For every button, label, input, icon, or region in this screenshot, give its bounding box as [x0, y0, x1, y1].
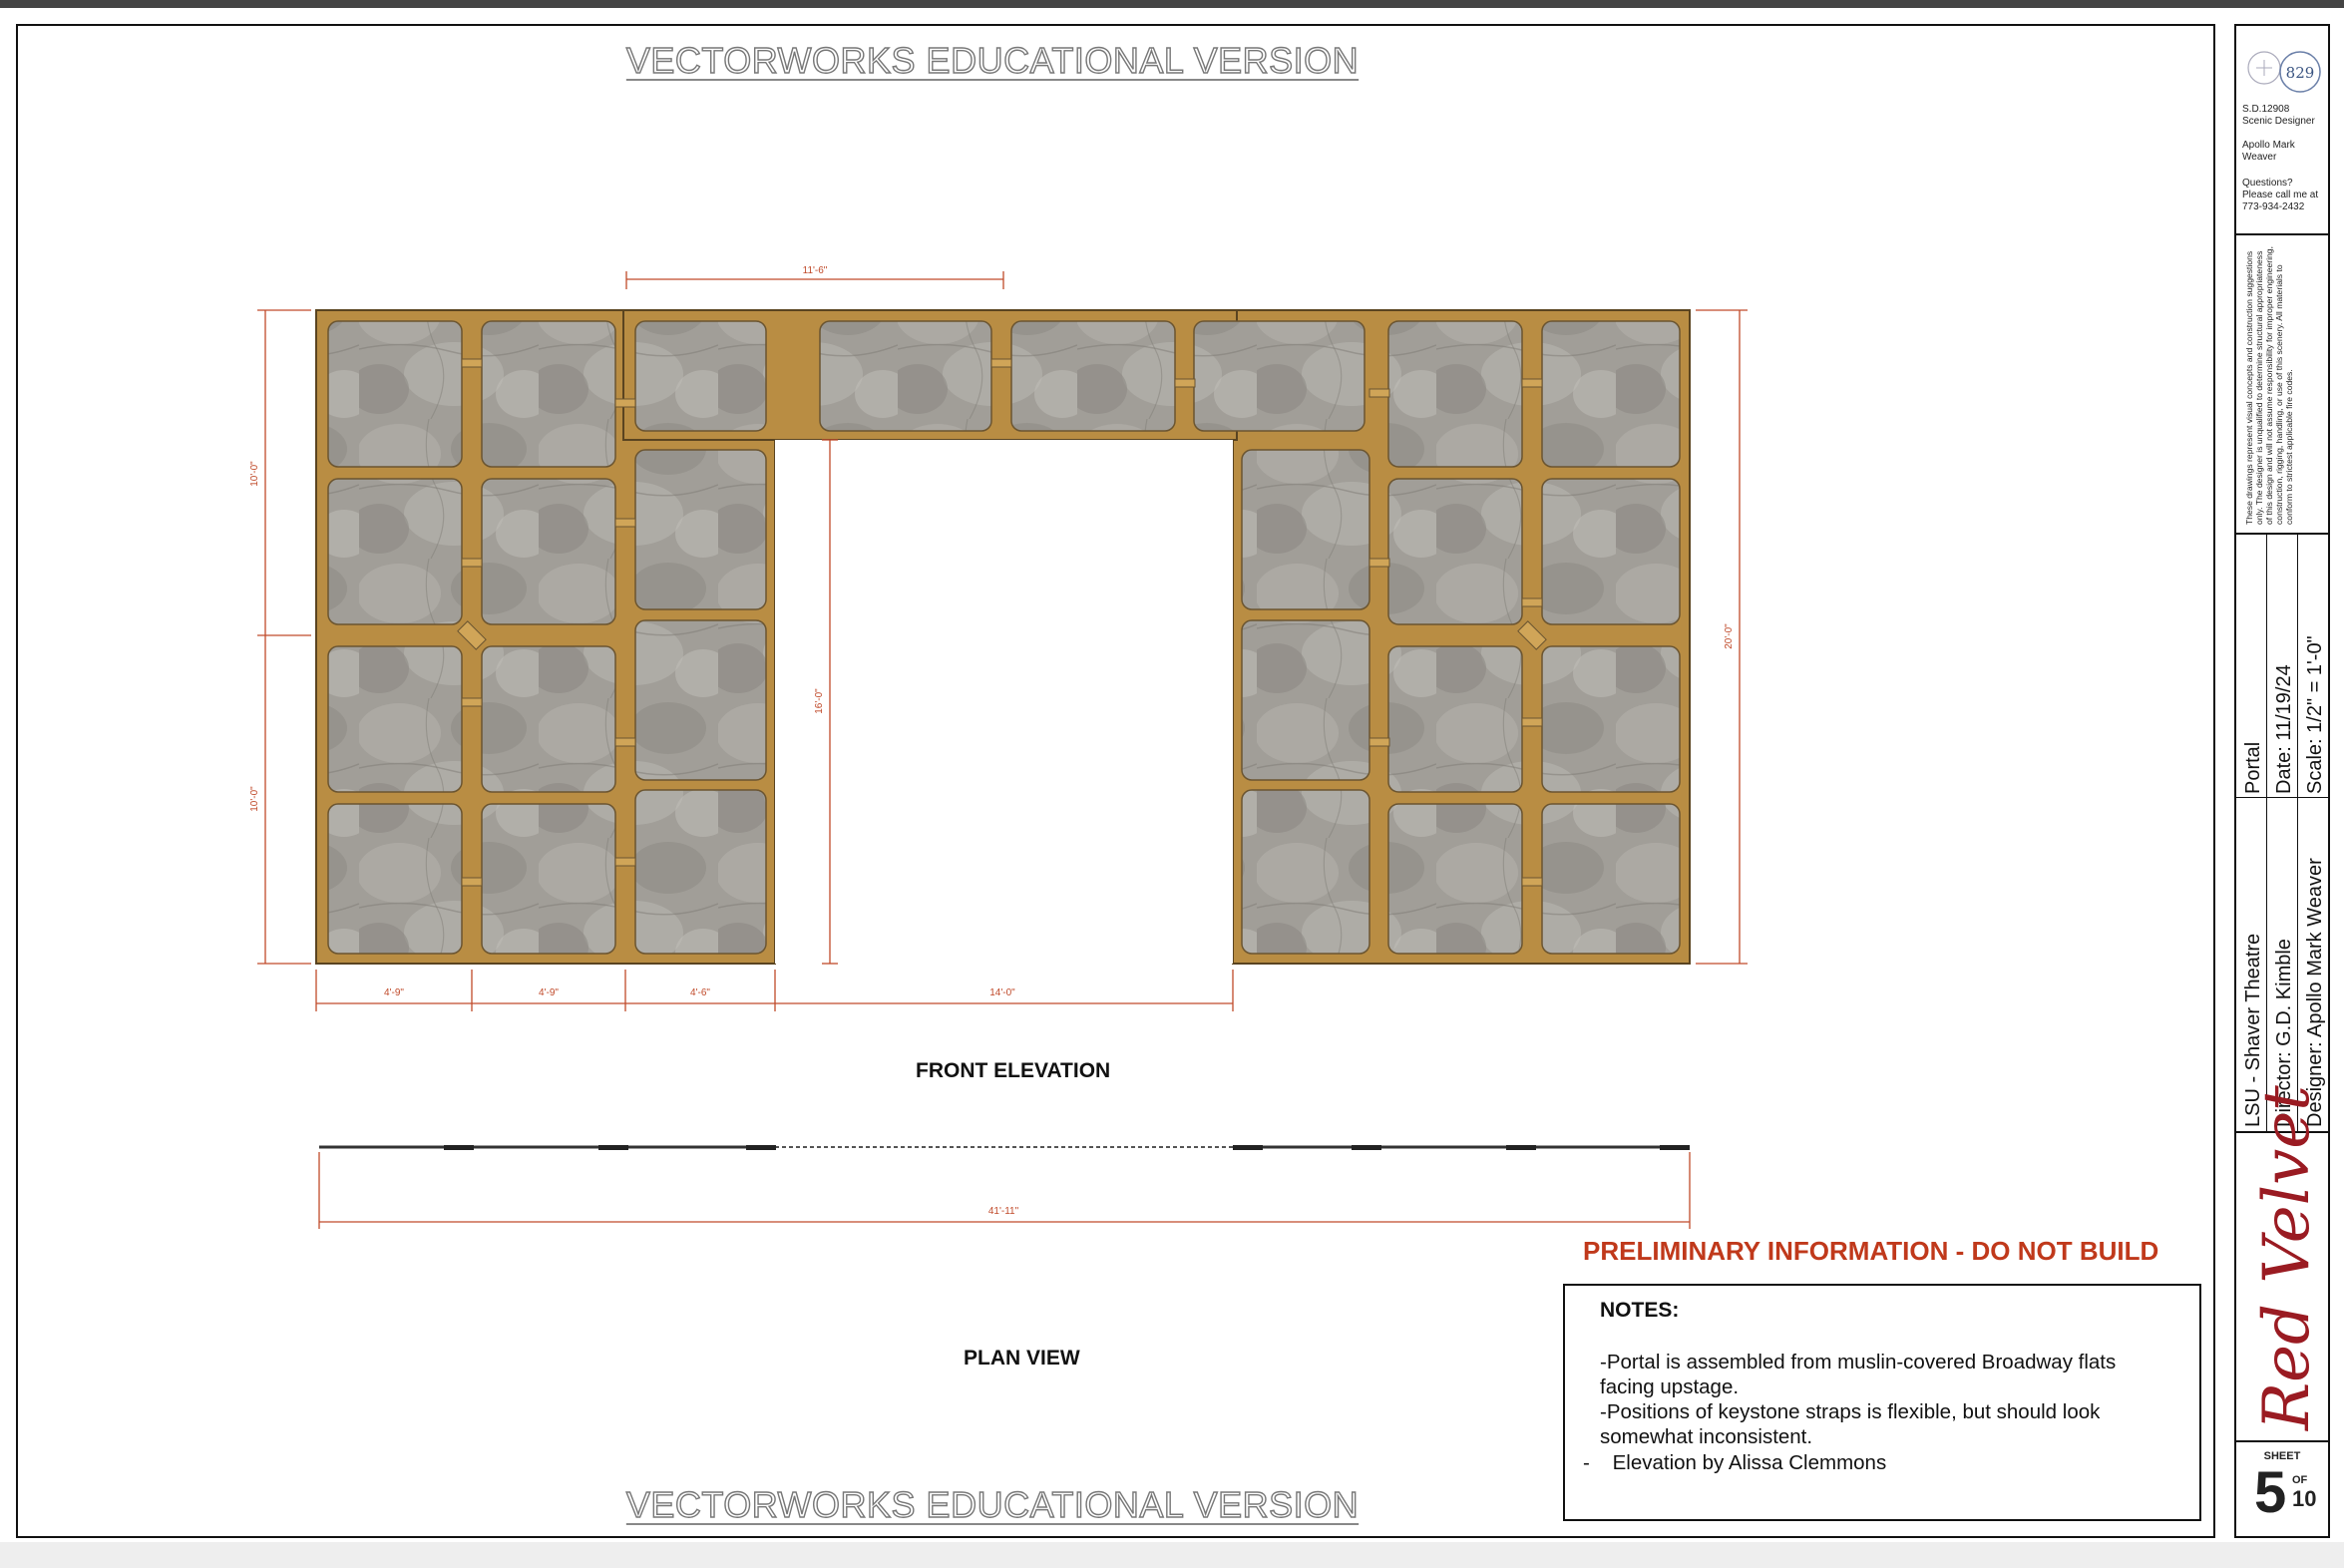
- sheet-number-section: [2236, 1440, 2328, 1536]
- watermark-top: VECTORWORKS EDUCATIONAL VERSION: [625, 40, 1360, 81]
- dim-left-lower-height: 10'-0": [249, 786, 260, 812]
- preliminary-warning: PRELIMINARY INFORMATION - DO NOT BUILD: [1583, 1236, 2159, 1266]
- dim-opening-width: 14'-0": [989, 987, 1015, 998]
- window-bottom-bar: [0, 1542, 2344, 1568]
- dim-left-upper-height: 10'-0": [249, 461, 260, 487]
- drawing-date: Date: 11/19/24: [2273, 664, 2295, 794]
- questions-label: Questions?: [2242, 178, 2293, 189]
- designer-info: [2236, 26, 2328, 235]
- union-829-badge-icon: [2244, 40, 2324, 98]
- designer-name: Designer: Apollo Mark Weaver: [2304, 858, 2326, 1127]
- venue-name: LSU - Shaver Theatre: [2242, 933, 2264, 1127]
- production-info: [2236, 533, 2328, 1133]
- sheet-of-label: OF: [2292, 1474, 2308, 1486]
- note-line-2: facing upstage.: [1600, 1375, 1740, 1398]
- dim-opening-top-width: 11'-6": [802, 265, 828, 276]
- call-line: Please call me at: [2242, 190, 2319, 200]
- notes-title: NOTES:: [1600, 1299, 1680, 1322]
- portal-front-elevation: [316, 310, 1690, 964]
- dim-opening-height: 16'-0": [814, 688, 825, 714]
- drawing-title: Portal: [2242, 741, 2264, 794]
- union-badge-number: 829: [2285, 64, 2315, 82]
- dim-plan-overall-width: 41'-11": [987, 1206, 1019, 1217]
- sheet-number: 5: [2254, 1460, 2287, 1525]
- dim-overall-height: 20'-0": [1724, 623, 1735, 649]
- director-name: Director: G.D. Kimble: [2273, 939, 2295, 1127]
- disclaimer-text: These drawings represent visual concepts and construction suggestions only. The designer is unqualified to determine structural appropriateness of this design and will not assume responsibility for improper engineering, construction, rigging, handling, or use of this scenery. All materials to conform to strictest applicable fire codes.: [2244, 246, 2294, 525]
- title-block: [2234, 24, 2330, 1538]
- dim-flat-3-width: 4'-6": [690, 987, 710, 998]
- show-logo-section: [2236, 1085, 2328, 1442]
- drawing-scale: Scale: 1/2" = 1'-0": [2304, 635, 2326, 794]
- phone-number: 773-934-2432: [2242, 201, 2305, 212]
- note-line-1: -Portal is assembled from muslin-covered Broadway flats: [1600, 1351, 2117, 1373]
- plan-view-label: PLAN VIEW: [964, 1347, 1080, 1370]
- designer-role: Scenic Designer: [2242, 116, 2315, 127]
- note-line-4: somewhat inconsistent.: [1600, 1425, 1813, 1448]
- license-number: S.D.12908: [2242, 104, 2290, 115]
- designer-name-small: Apollo Mark Weaver: [2242, 140, 2295, 163]
- portal-opening: [775, 440, 1233, 964]
- note-line-5: - Elevation by Alissa Clemmons: [1583, 1451, 1887, 1474]
- sheet-label: SHEET: [2263, 1450, 2301, 1462]
- dim-flat-1-width: 4'-9": [384, 987, 404, 998]
- watermark-bottom: VECTORWORKS EDUCATIONAL VERSION: [625, 1484, 1360, 1525]
- front-elevation-label: FRONT ELEVATION: [916, 1059, 1111, 1082]
- disclaimer-section: [2236, 233, 2328, 535]
- plan-view-drawing: [319, 1145, 1690, 1150]
- red-velvet-logo: Red Velvet: [2250, 1085, 2324, 1430]
- note-line-3: -Positions of keystone straps is flexible, but should look: [1600, 1400, 2101, 1423]
- dim-flat-2-width: 4'-9": [539, 987, 559, 998]
- sheet-total: 10: [2292, 1486, 2317, 1511]
